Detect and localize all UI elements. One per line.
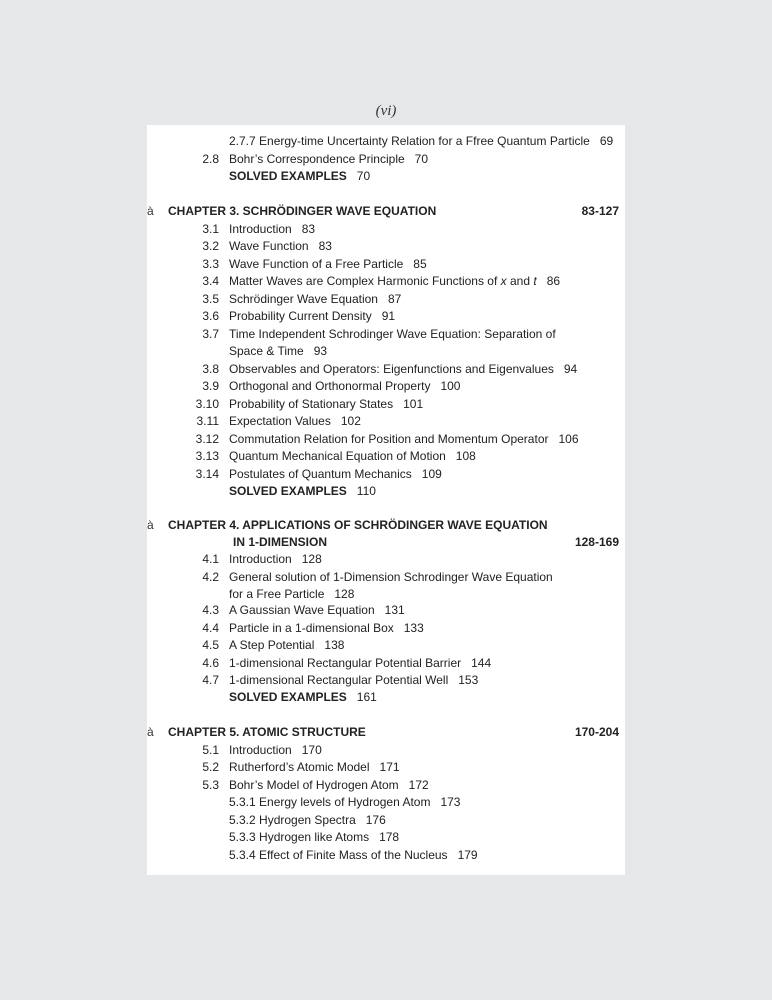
entry-number: 4.3 [202,603,219,617]
chapter-title: CHAPTER 5. ATOMIC STRUCTURE [168,725,366,739]
entry-text: Observables and Operators: Eigenfunctions and Eigenvalues [229,362,554,376]
entry-text: Schrödinger Wave Equation [229,292,378,306]
entry-number: 4.7 [202,673,219,687]
toc-subentry [147,812,625,830]
entry-text: 5.3.2 Hydrogen Spectra [229,813,356,827]
toc-entry [147,151,625,169]
toc-entry-continued [147,586,625,604]
chapter-title: CHAPTER 3. SCHRÖDINGER WAVE EQUATION [168,204,437,218]
toc-entry [147,448,625,466]
toc-entry [147,396,625,414]
toc-entry-solved-examples [147,483,625,501]
entry-number: 5.2 [202,760,219,774]
toc-subentry [147,829,625,847]
entry-number: 3.13 [195,449,219,463]
toc-entry [147,378,625,396]
chapter-title: IN 1-DIMENSION [233,535,328,549]
entry-text: A Gaussian Wave Equation [229,603,375,617]
entry-page: 83 [318,239,332,253]
toc-entry [147,273,625,291]
entry-number: 3.9 [202,379,219,393]
entry-text: Time Independent Schrodinger Wave Equation: Separation of [229,327,556,341]
entry-text: 1-dimensional Rectangular Potential Barrier [229,656,462,670]
entry-text: Wave Function [229,239,309,253]
entry-page: 83 [301,222,316,236]
entry-page: 91 [381,309,396,323]
entry-text: SOLVED EXAMPLES [229,169,347,183]
entry-text: 5.3.4 Effect of Finite Mass of the Nucleus [229,848,448,862]
entry-text: Postulates of Quantum Mechanics [229,467,412,481]
entry-number: 3.6 [202,309,219,323]
toc-entry-continued [147,343,625,361]
contents-page [147,125,625,875]
toc-entry [147,133,625,151]
toc-entry [147,637,625,655]
entry-text: Commutation Relation for Position and Momentum Operator [229,432,549,446]
entry-text: for a Free Particle [229,587,325,601]
toc-entry [147,742,625,760]
toc-entry [147,551,625,569]
entry-text: Matter Waves are Complex Harmonic Functions of [229,274,498,288]
entry-text: Rutherford’s Atomic Model [229,760,370,774]
entry-text: Orthogonal and Orthonormal Property [229,379,431,393]
entry-page: 128 [334,587,355,601]
toc-entry [147,602,625,620]
bullet-icon: à [147,204,154,218]
entry-page: 144 [471,656,492,670]
chapter-heading-4 [147,517,625,535]
toc-entry [147,466,625,484]
entry-page: 108 [455,449,476,463]
entry-text: Quantum Mechanical Equation of Motion [229,449,446,463]
bullet-icon: à [147,725,154,739]
entry-page: 172 [408,778,429,792]
entry-number: 4.1 [202,552,219,566]
entry-page: 100 [440,379,461,393]
entry-page: 171 [379,760,400,774]
entry-page: 161 [356,690,377,704]
bullet-icon: à [147,518,154,532]
entry-number: 4.4 [202,621,219,635]
entry-number: 4.5 [202,638,219,652]
entry-text: Introduction [229,552,292,566]
entry-page: 94 [563,362,578,376]
entry-page: 101 [403,397,424,411]
entry-text: Wave Function of a Free Particle [229,257,404,271]
entry-number: 3.11 [196,414,219,428]
entry-number: 5.1 [202,743,219,757]
entry-page: 102 [340,414,361,428]
entry-page: 70 [414,152,429,166]
entry-text: Probability Current Density [229,309,372,323]
entry-text: Space & Time [229,344,304,358]
entry-page: 85 [413,257,427,271]
entry-number: 4.2 [202,570,219,584]
entry-number: 3.8 [202,362,219,376]
entry-text-and: and [510,274,531,288]
entry-page: 170 [301,743,322,757]
chapter-title: CHAPTER 4. APPLICATIONS OF SCHRÖDINGER WAVE EQUATION [168,518,548,532]
toc-entry [147,431,625,449]
entry-number: 3.2 [202,239,219,253]
chapter-heading-3 [147,203,625,221]
entry-number: 5.3 [202,778,219,792]
entry-page: 128 [301,552,322,566]
toc-entry [147,413,625,431]
entry-text: 5.3.3 Hydrogen like Atoms [229,830,370,844]
chapter-page-range: 83-127 [581,204,619,218]
toc-entry [147,655,625,673]
entry-page: 86 [546,274,561,288]
toc-subentry [147,794,625,812]
entry-text: Expectation Values [229,414,331,428]
toc-entry [147,326,625,344]
entry-page: 109 [421,467,442,481]
entry-number: 3.3 [202,257,219,271]
entry-number: 3.14 [195,467,219,481]
chapter-page-range: 128-169 [574,535,619,549]
entry-text: General solution of 1-Dimension Schrodinger Wave Equation [229,570,553,584]
entry-page: 178 [379,830,400,844]
entry-text: Introduction [229,743,292,757]
entry-text: Introduction [229,222,292,236]
entry-page: 179 [457,848,478,862]
entry-page: 87 [387,292,402,306]
entry-number: 2.8 [202,152,219,166]
entry-text: 2.7.7 Energy-time Uncertainty Relation for a Ffree Quantum Particle [229,134,590,148]
toc-entry [147,777,625,795]
entry-text: Bohr’s Model of Hydrogen Atom [229,778,399,792]
toc-entry [147,620,625,638]
entry-number: 3.1 [202,222,219,236]
entry-number: 4.6 [202,656,219,670]
entry-number: 3.7 [202,327,219,341]
entry-text: 5.3.1 Energy levels of Hydrogen Atom [229,795,431,809]
toc-entry [147,308,625,326]
entry-number: 3.4 [202,274,219,288]
entry-text: Particle in a 1-dimensional Box [229,621,394,635]
toc-entry [147,672,625,690]
entry-number: 3.5 [202,292,219,306]
entry-page: 131 [384,603,405,617]
entry-page: 70 [356,169,371,183]
entry-page: 173 [440,795,461,809]
entry-page: 138 [324,638,345,652]
entry-page: 93 [313,344,328,358]
toc-entry [147,569,625,587]
toc-entry [147,256,625,274]
chapter-page-range: 170-204 [574,725,619,739]
toc-subentry [147,847,625,865]
toc-entry [147,361,625,379]
entry-page: 69 [599,134,614,148]
entry-text-var-x: x [500,274,507,288]
toc-entry [147,759,625,777]
entry-text: Bohr’s Correspondence Principle [229,152,405,166]
entry-page: 110 [356,484,376,498]
entry-text-var-t: t [533,274,537,288]
toc-entry [147,221,625,239]
entry-page: 106 [558,432,579,446]
entry-page: 176 [365,813,386,827]
entry-page: 153 [458,673,479,687]
toc-entry [147,238,625,256]
chapter-heading-5 [147,724,625,742]
page-number: (vi) [375,103,397,119]
entry-number: 3.12 [195,432,219,446]
chapter-heading-4-continued [147,534,625,552]
entry-text: 1-dimensional Rectangular Potential Well [229,673,449,687]
entry-text: A Step Potential [229,638,315,652]
entry-text: SOLVED EXAMPLES [229,690,347,704]
entry-page: 133 [403,621,424,635]
toc-entry-solved-examples [147,689,625,707]
toc-entry [147,291,625,309]
entry-text: SOLVED EXAMPLES [229,484,347,498]
entry-number: 3.10 [195,397,219,411]
toc-entry-solved-examples [147,168,625,186]
entry-text: Probability of Stationary States [229,397,394,411]
